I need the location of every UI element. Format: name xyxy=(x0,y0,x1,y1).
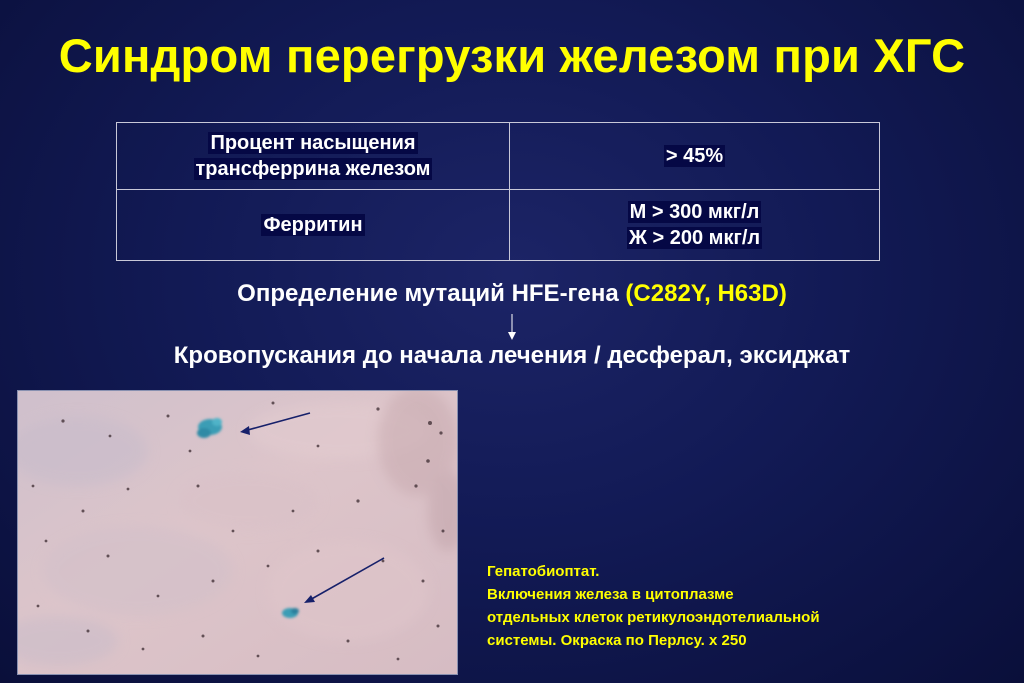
micrograph-caption xyxy=(487,560,1007,652)
table-cell-value xyxy=(510,190,880,261)
hfe-mutation-genes: (C282Y, H63D) xyxy=(625,280,787,307)
table-row xyxy=(117,123,880,190)
ferritin-value-female: Ж > 200 мкг/л xyxy=(628,227,761,249)
hfe-mutation-text: Определение мутаций HFE-гена xyxy=(237,280,619,307)
ferritin-label: Ферритин xyxy=(263,214,363,236)
hfe-mutation-line xyxy=(0,280,1024,308)
caption-line: системы. Окраска по Перлсу. х 250 xyxy=(487,632,747,649)
caption-line: Включения железа в цитоплазме xyxy=(487,586,734,603)
iron-criteria-table xyxy=(116,122,880,261)
table-cell-label xyxy=(117,123,510,190)
table-cell-value xyxy=(510,123,880,190)
table-row xyxy=(117,190,880,261)
table-cell-label xyxy=(117,190,510,261)
transferrin-value: > 45% xyxy=(665,145,724,167)
caption-line: Гепатобиоптат. xyxy=(487,563,600,580)
caption-line: отдельных клеток ретикулоэндотелиальной xyxy=(487,609,820,626)
therapy-line: Кровопускания до начала лечения / десферал, эксиджат xyxy=(173,342,851,369)
ferritin-value-male: М > 300 мкг/л xyxy=(629,201,760,223)
transferrin-label-line-1: Процент насыщения xyxy=(210,132,416,154)
transferrin-label-line-2: трансферрина железом xyxy=(195,158,431,180)
liver-biopsy-micrograph xyxy=(17,390,458,675)
arrow-down-icon xyxy=(506,314,518,340)
slide-title: Синдром перегрузки железом при ХГС xyxy=(58,29,966,82)
